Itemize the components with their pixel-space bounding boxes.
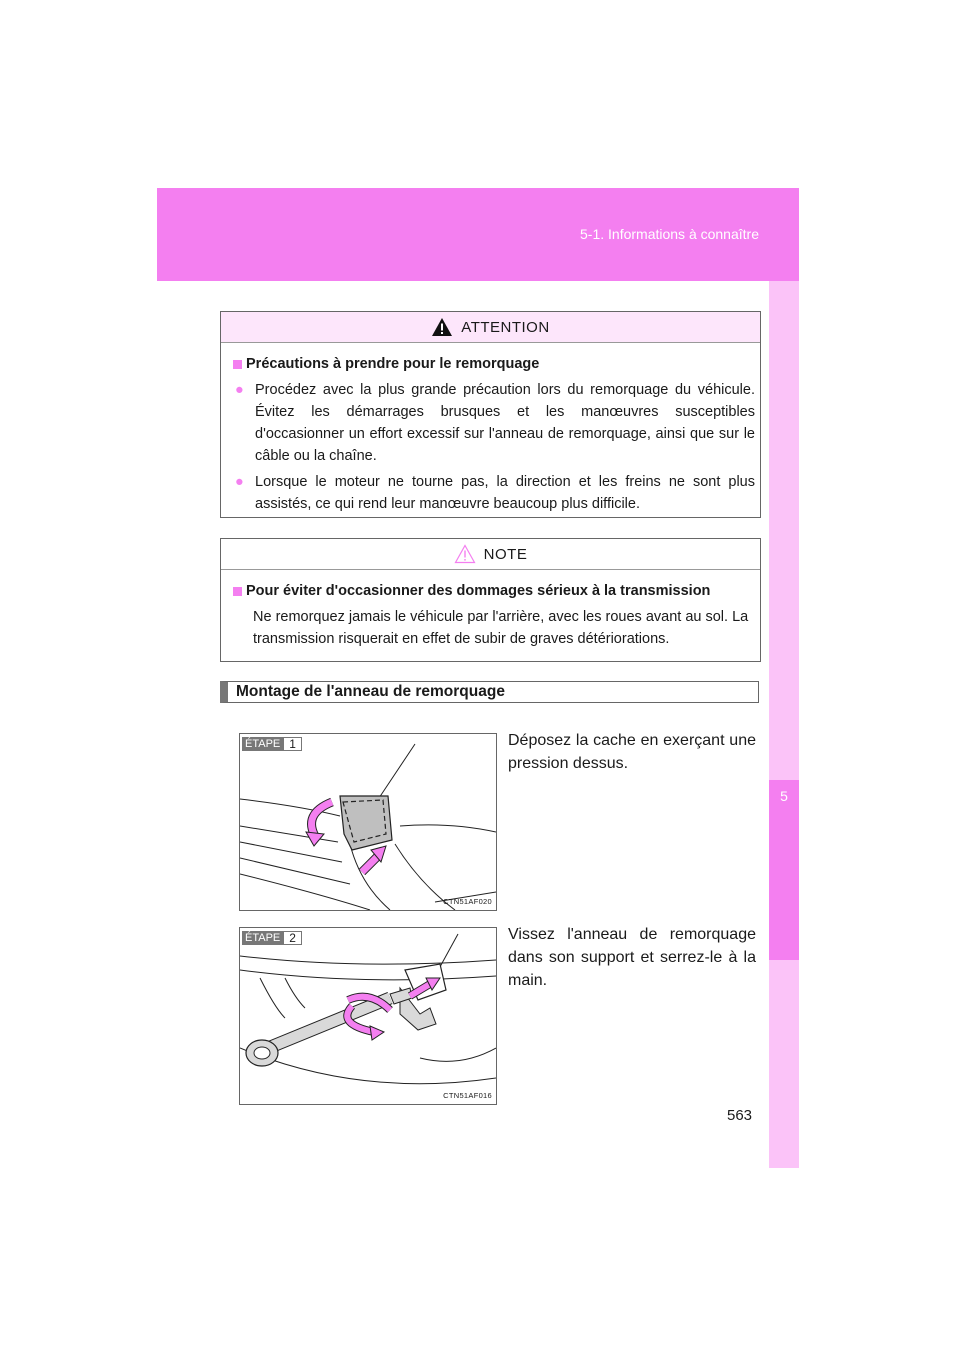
bullet-icon: ● [235, 382, 244, 398]
square-bullet-icon [233, 587, 242, 596]
section-heading: Montage de l'anneau de remorquage [220, 681, 759, 703]
attention-section-title: Précautions à prendre pour le remorquage [233, 353, 755, 375]
note-text: Ne remorquez jamais le véhicule par l'arrière, avec les roues avant au sol. La transmission risquerait en effet de subir de graves détériorations. [253, 609, 749, 647]
chapter-title: En cas de problème [704, 948, 720, 1073]
chapter-number: 5 [780, 788, 788, 804]
list-item: ● Lorsque le moteur ne tourne pas, la direction et les freins ne sont plus assistés, ce qui rend leur manœuvre beaucoup plus difficile. [233, 471, 755, 515]
tow-ring-illustration [240, 928, 496, 1104]
header-band [157, 188, 799, 281]
attention-box [220, 311, 761, 518]
figure-code: CTN51AF020 [443, 897, 492, 906]
step-2-figure [239, 927, 497, 1105]
attention-title: ATTENTION [461, 318, 550, 336]
note-box [220, 538, 761, 662]
step-1-figure [239, 733, 497, 911]
caution-outline-icon [454, 544, 476, 564]
step-2-tag: ÉTAPE 2 [242, 931, 302, 945]
step-1-text: Déposez la cache en exerçant une pression dessus. [508, 732, 756, 772]
page-number: 563 [727, 1107, 753, 1124]
step-1-tag: ÉTAPE 1 [242, 737, 302, 751]
bullet-icon: ● [235, 474, 244, 490]
note-header [221, 539, 760, 570]
note-title: NOTE [483, 545, 528, 563]
warning-icon [431, 317, 453, 337]
attention-header [221, 312, 760, 343]
step-2-text: Vissez l'anneau de remorquage dans son support et serrez-le à la main. [508, 926, 756, 989]
square-bullet-icon [233, 360, 242, 369]
chapter-tab [769, 780, 799, 960]
list-item: ● Procédez avec la plus grande précaution lors du remorquage du véhicule. Évitez les démarrages brusques et les manœuvres susceptibles d'occasionner un effort excessif sur l'anneau de remorquage, ainsi que sur le câble ou la chaîne. [233, 379, 755, 467]
note-section-title: Pour éviter d'occasionner des dommages sérieux à la transmission [233, 580, 755, 602]
section-breadcrumb: 5-1. Informations à connaître [580, 226, 759, 242]
figure-code: CTN51AF016 [443, 1091, 492, 1100]
tow-hook-cover-illustration [240, 734, 496, 910]
